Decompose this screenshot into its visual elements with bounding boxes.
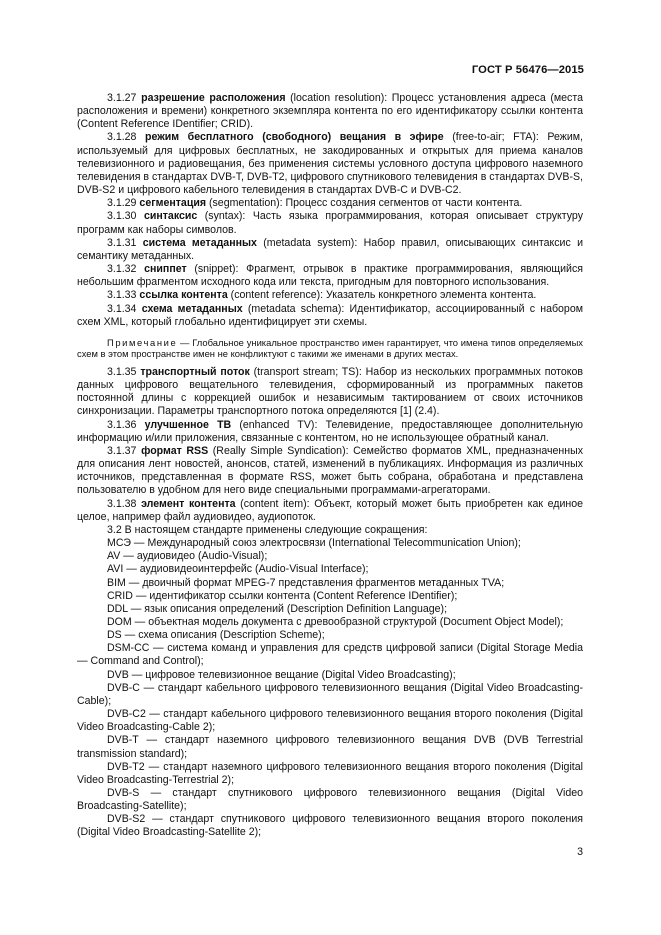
term-name: транспортный поток: [140, 366, 250, 378]
abbreviation-item: AVI — аудиовидеоинтерфейс (Audio-Visual Interface);: [107, 563, 369, 576]
abbreviation-item: МСЭ — Международный союз электросвязи (International Telecommunication Union);: [107, 537, 521, 550]
term-entry: 3.1.38 элемент контента (content item): Объект, который может быть приобретен как единое целое, например файл аудиовидео, аудиопоток.: [77, 497, 584, 523]
term-name: формат RSS: [141, 444, 209, 457]
abbreviation-item: DVB-T — стандарт наземного цифрового телевизионного вещания DVB (DVB Terrestrial transmission standard);: [77, 734, 583, 760]
term-name: сниппет: [144, 263, 187, 276]
abbreviation-item: DS — схема описания (Description Scheme);: [107, 629, 325, 642]
abbreviation-item: DOM — объектная модель документа с древообразной структурой (Document Object Model);: [107, 615, 564, 628]
term-name: элемент контента: [141, 497, 236, 510]
term-entry: 3.1.36 улучшенное ТВ (enhanced TV): Телевидение, предоставляющее дополнительную информацию и/или приложения, связанные с контентом, но не использующее обратный канал.: [77, 418, 583, 444]
term-entry: 3.1.28 режим бесплатного (свободного) вещания в эфире (free-to-air; FTA): Режим, используемый для цифровых бесплатных, не закодированных и открытых для приема каналов телевизионного и радиовещания, без применения системы условного доступа цифрового наземного телевидения в стандартах DVB-T, DVB-T2, цифрового спутникового телевидения в стандартах DVB-S, DVB-S2 и цифрового кабельного телевидения в стандартах DVB-C и DVB-C2.: [77, 131, 583, 197]
abbreviation-item: DVB — цифровое телевизионное вещание (Digital Video Broadcasting);: [107, 668, 456, 681]
abbreviation-item: DVB-S2 — стандарт спутникового цифрового телевизионного вещания второго поколения (Digital Video Broadcasting-Satellite 2);: [77, 813, 583, 839]
term-entry: 3.1.29 сегментация (segmentation): Процесс создания сегментов от части контента.: [107, 197, 523, 210]
page-number: 3: [577, 846, 583, 858]
term-entry: 3.1.30 синтаксис (syntax): Часть языка программирования, которая описывает структуру программ как наборы символов.: [77, 210, 583, 236]
term-name: улучшенное ТВ: [144, 418, 232, 431]
terms-section-1: [77, 92, 583, 329]
term-name: схема метаданных: [141, 302, 243, 315]
abbreviation-item: CRID — идентификатор ссылки контента (Content Reference IDentifier);: [107, 589, 458, 602]
term-entry: 3.1.33 ссылка контента (content reference): Указатель конкретного элемента контента.: [107, 289, 537, 302]
term-name: синтаксис: [143, 210, 198, 223]
abbreviations-intro: 3.2 В настоящем стандарте применены следующие сокращения:: [107, 523, 428, 536]
term-name: система метаданных: [142, 236, 257, 249]
abbreviation-item: AV — аудиовидео (Audio-Visual);: [107, 550, 268, 563]
note: [77, 337, 583, 360]
abbreviation-item: DVB-C2 — стандарт кабельного цифрового телевизионного вещания второго поколения (Digital Video Broadcasting-Cable 2);: [77, 708, 583, 734]
abbreviation-item: DVB-S — стандарт спутникового цифрового телевизионного вещания (Digital Video Broadcasting-Satellite);: [77, 787, 583, 813]
term-name: ссылка контента: [139, 289, 228, 302]
term-entry: 3.1.37 формат RSS (Really Simple Syndication): Семейство форматов XML, предназначенных для описания лент новостей, анонсов, статей, изменений в публикациях. Информация из различных источников, представленная в формате RSS, может быть собрана, обработана и представлена пользователю в удобном для него виде специальными программами-агрегаторами.: [77, 444, 584, 497]
term-entry: 3.1.35 транспортный поток (transport stream; TS): Набор из нескольких программных потоков данных цифрового вещательного телевидения, сформированный из программных пакетов постоянной длины с коррекцией ошибок и независимым тактированием от своих источников синхронизации. Параметры транспортного потока определяются [1] (2.4).: [77, 366, 583, 418]
standard-header: ГОСТ Р 56476—2015: [471, 64, 584, 76]
document-body: [77, 92, 583, 840]
note-text: — Глобальное уникальное пространство имен гарантирует, что имена типов определяемых схем в этом пространстве имен не конфликтуют с такими же именами в других местах.: [77, 336, 583, 360]
term-entry: 3.1.32 сниппет (snippet): Фрагмент, отрывок в практике программирования, являющийся небольшим фрагментом исходного кода или текста, пригодным для повторного использования.: [77, 263, 583, 289]
abbreviation-item: DVB-C — стандарт кабельного цифрового телевизионного вещания (Digital Video Broadcasting-Cable);: [77, 681, 583, 707]
abbreviation-item: DVB-T2 — стандарт наземного цифрового телевизионного вещания второго поколения (Digital Video Broadcasting-Terrestrial 2);: [77, 760, 583, 786]
term-entry: 3.1.34 схема метаданных (metadata schema): Идентификатор, ассоциированный с набором схем XML, который глобально идентифицирует эти схемы.: [77, 302, 584, 328]
term-name: сегментация: [139, 197, 207, 210]
term-name: разрешение расположения: [141, 92, 286, 104]
note-label: Примечание: [107, 336, 178, 348]
abbreviations-list: [77, 537, 583, 840]
abbreviation-item: DDL — язык описания определений (Description Definition Language);: [107, 602, 448, 615]
terms-section-2: [77, 366, 583, 524]
abbreviation-item: DSM-CC — система команд и управления для средств цифровой записи (Digital Storage Media — Command and Control);: [77, 642, 583, 668]
abbreviation-item: BIM — двоичный формат MPEG-7 представления фрагментов метаданных TVA;: [107, 576, 505, 589]
term-entry: 3.1.31 система метаданных (metadata system): Набор правил, описывающих синтаксис и семантику метаданных.: [77, 236, 583, 262]
term-entry: 3.1.27 разрешение расположения (location resolution): Процесс установления адреса (места расположения и времени) конкретного экземпляра контента по его идентификатору ссылки контента (Content Reference IDentifier; CRID).: [77, 92, 583, 131]
term-name: режим бесплатного (свободного) вещания в эфире: [145, 131, 444, 144]
